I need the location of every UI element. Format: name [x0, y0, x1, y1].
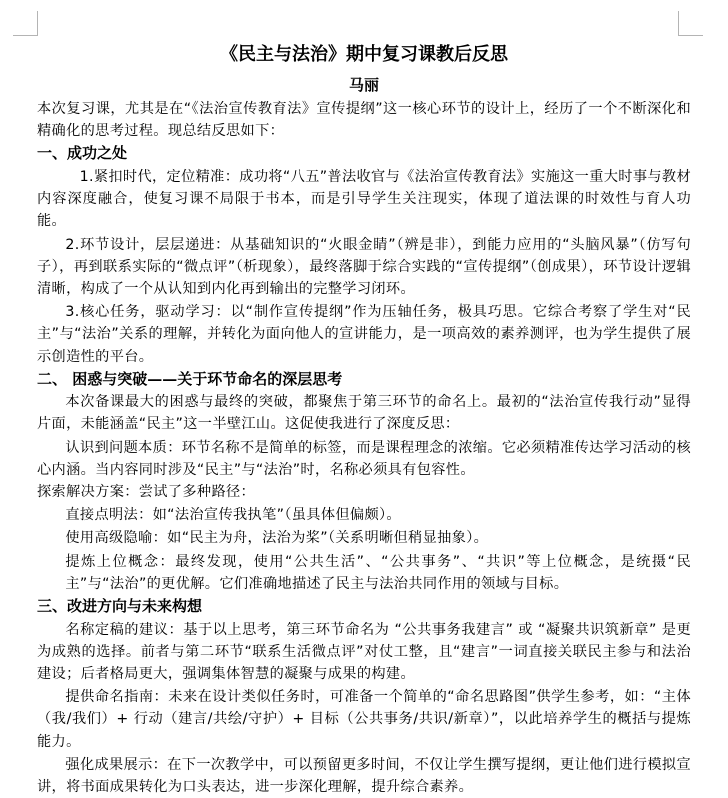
- success-point-2: 2.环节设计，层层递进：从基础知识的“火眼金睛”（辨是非），到能力应用的“头脑风暴”（仿写句子），再到联系实际的“微点评”（析现象），最终落脚于综合实践的“宣传提纲”（创成果），环节设计逻辑清晰，构成了一个从认知到内化再到输出的完整学习闭环。: [37, 236, 691, 297]
- improvement-paragraph-2: 提供命名指南：未来在设计类似任务时，可准备一个简单的“命名思路图”供学生参考，如：“主体（我/我们）+ 行动（建言/共绘/守护）+ 目标（公共事务/共识/新章）”，以此培养学生的概括与提炼能力。: [37, 689, 691, 750]
- intro-paragraph: 本次复习课，尤其是在“《法治宣传教育法》宣传提纲”这一核心环节的设计上，经历了一个不断深化和精确化的思考过程。现总结反思如下：: [37, 101, 691, 140]
- improvement-paragraph-1: 名称定稿的建议：基于以上思考，第三环节命名为 “公共事务我建言” 或 “凝聚共识筑新章” 是更为成熟的选择。前者与第二环节“联系生活微点评”对仗工整，且“建言”一词直接关联民主参与和法治建设；后者格局更大，强调集体智慧的凝聚与成果的构建。: [37, 621, 691, 682]
- section-heading-success: 一、成功之处: [37, 144, 128, 163]
- page-corner-mark-top-left: [13, 11, 38, 36]
- solution-option-3: 提炼上位概念：最终发现，使用“公共生活”、“公共事务”、“共识”等上位概念，是统摄“民主”与“法治”的更优解。它们准确地描述了民主与法治共同作用的领域与目标。: [65, 553, 691, 592]
- improvement-paragraph-3: 强化成果展示：在下一次教学中，可以预留更多时间，不仅让学生撰写提纲，更让他们进行模拟宣讲，将书面成果转化为口头表达，进一步深化理解，提升综合素养。: [37, 756, 691, 795]
- section-heading-confusion: 二、 困惑与突破——关于环节命名的深层思考: [37, 369, 343, 388]
- solution-option-1: 直接点明法：如“法治宣传我执笔”（虽具体但偏颇）。: [65, 507, 401, 524]
- confusion-paragraph-1: 本次备课最大的困惑与最终的突破，都聚焦于第三环节的命名上。最初的“法治宣传我行动”显得片面，未能涵盖“民主”这一半壁江山。这促使我进行了深度反思：: [37, 394, 691, 433]
- document-author: 马丽: [348, 76, 379, 94]
- document-page: [37, 40, 691, 798]
- success-point-1: 1.紧扣时代，定位精准：成功将“八五”普法收官与《法治宣传教育法》实施这一重大时事与教材内容深度融合，使复习课不局限于书本，而是引导学生关注现实，体现了道法课的时效性与育人功能。: [37, 168, 691, 230]
- confusion-paragraph-2: 认识到问题本质：环节名称不是简单的标签，而是课程理念的浓缩。它必须精准传达学习活动的核心内涵。当内容同时涉及“民主”与“法治”时，名称必须具有包容性。: [37, 439, 691, 478]
- document-title: 《民主与法治》期中复习课教后反思: [220, 44, 508, 65]
- success-point-3: 3.核心任务，驱动学习：以“制作宣传提纲”作为压轴任务，极具巧思。它综合考察了学生对“民主”与“法治”关系的理解，并转化为面向他人的宣讲能力，是一项高效的素养测评，也为学生提供了展示创造性的平台。: [37, 304, 691, 365]
- solution-option-2: 使用高级隐喻：如“民主为舟，法治为桨”（关系明晰但稍显抽象）。: [65, 530, 489, 547]
- section-heading-improvement: 三、改进方向与未来构想: [37, 597, 203, 616]
- page-corner-mark-top-right: [678, 11, 703, 36]
- confusion-paragraph-3: 探索解决方案：尝试了多种路径：: [37, 484, 256, 501]
